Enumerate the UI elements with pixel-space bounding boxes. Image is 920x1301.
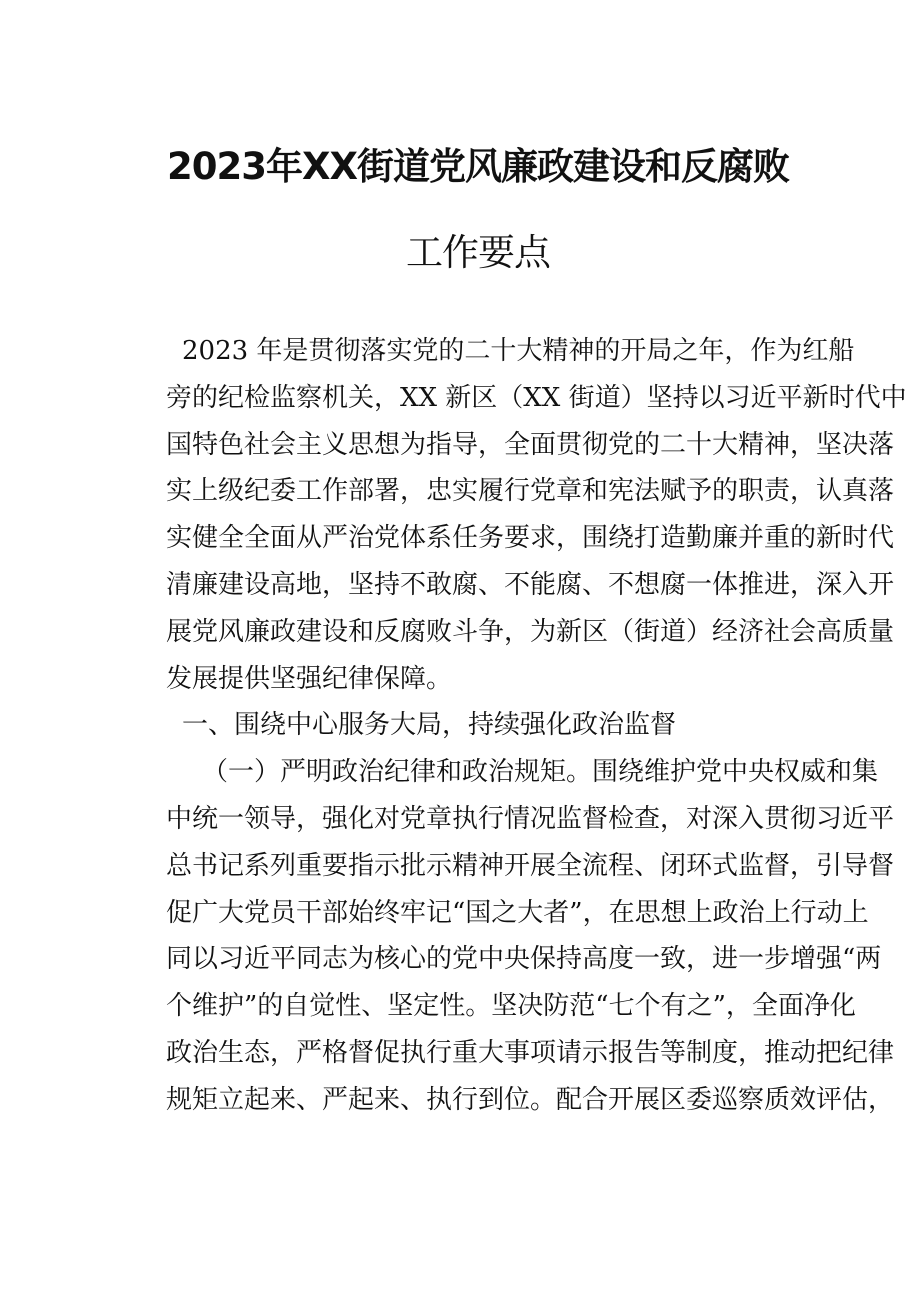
text-line: 中统一领导，强化对党章执行情况监督检查，对深入贯彻习近平 bbox=[166, 803, 895, 834]
text-line: 一、围绕中心服务大局，持续强化政治监督 bbox=[182, 710, 677, 741]
document-title-line-1: 2023年XX街道党风廉政建设和反腐败 bbox=[166, 145, 790, 188]
text-line: 清廉建设高地，坚持不敢腐、不能腐、不想腐一体推进，深入开 bbox=[166, 569, 895, 600]
document-title-line-2: 工作要点 bbox=[406, 231, 550, 274]
text-line: 个维护”的自觉性、坚定性。坚决防范“七个有之”，全面净化 bbox=[166, 991, 856, 1022]
paragraph-subsection-1 bbox=[166, 749, 895, 1123]
document-body bbox=[166, 328, 907, 1124]
text-line: 国特色社会主义思想为指导，全面贯彻党的二十大精神，坚决落 bbox=[166, 429, 895, 460]
text-line: （一）严明政治纪律和政治规矩。围绕维护党中央权威和集 bbox=[202, 757, 879, 788]
text-line: 实上级纪委工作部署，忠实履行党章和宪法赋予的职责，认真落 bbox=[166, 476, 895, 507]
text-line: 同以习近平同志为核心的党中央保持高度一致，进一步增强“两 bbox=[166, 944, 882, 975]
text-line: 旁的纪检监察机关，XX 新区（XX 街道）坚持以习近平新时代中 bbox=[166, 382, 907, 413]
section-heading-1 bbox=[166, 702, 792, 749]
text-line: 总书记系列重要指示批示精神开展全流程、闭环式监督，引导督 bbox=[166, 850, 895, 881]
text-line: 展党风廉政建设和反腐败斗争，为新区（街道）经济社会高质量 bbox=[166, 616, 895, 647]
paragraph-intro bbox=[166, 328, 907, 702]
text-line: 实健全全面从严治党体系任务要求，围绕打造勤廉并重的新时代 bbox=[166, 523, 895, 554]
text-line: 发展提供坚强纪律保障。 bbox=[166, 663, 453, 694]
text-line: 2023 年是贯彻落实党的二十大精神的开局之年，作为红船 bbox=[182, 336, 855, 366]
text-line: 促广大党员干部始终牢记“国之大者”，在思想上政治上行动上 bbox=[166, 897, 869, 928]
text-line: 规矩立起来、严起来、执行到位。配合开展区委巡察质效评估， bbox=[166, 1084, 895, 1115]
text-line: 政治生态，严格督促执行重大事项请示报告等制度，推动把纪律 bbox=[166, 1037, 895, 1068]
